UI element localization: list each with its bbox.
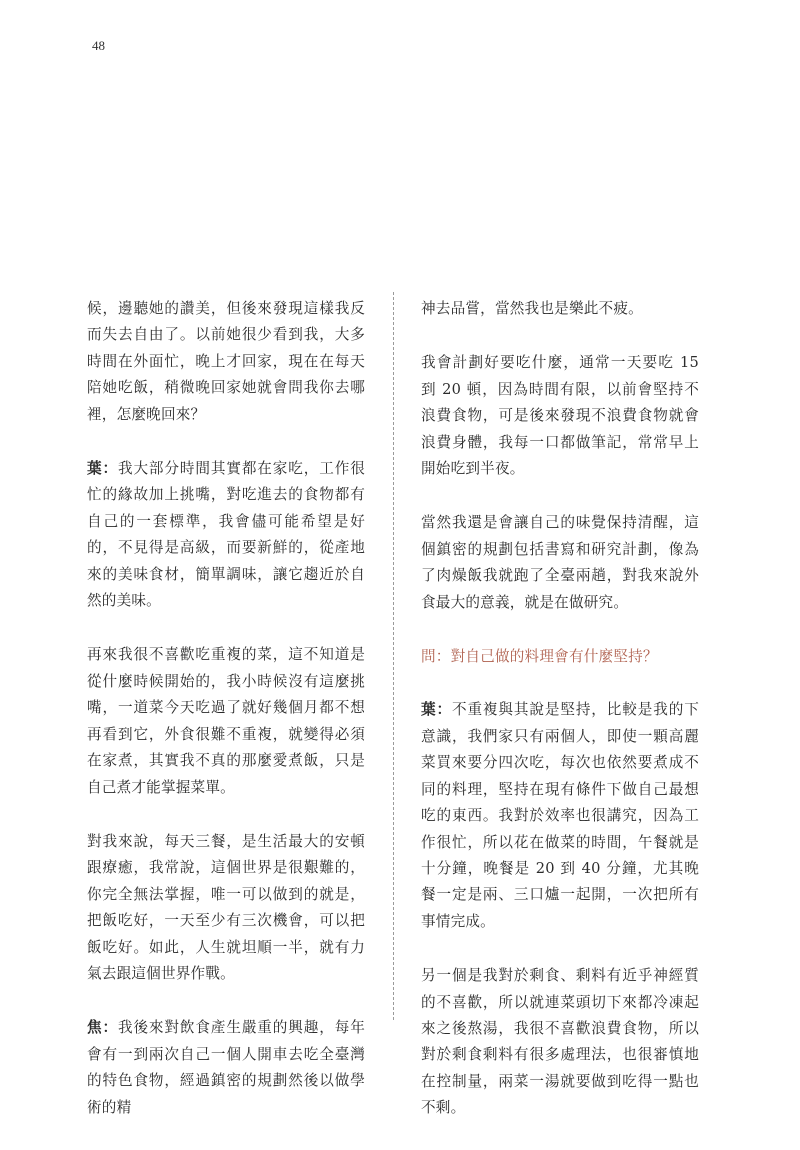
paragraph: 我會計劃好要吃什麼，通常一天要吃 15 到 20 頓，因為時間有限，以前會堅持不浪費食物，可是後來發現不浪費食物就會浪費身體，我每一口都做筆記，常常早上開始吃到半夜。 (421, 354, 699, 478)
paragraph: 對我來說，每天三餐，是生活最大的安頓跟療癒，我常說，這個世界是很艱難的，你完全無法掌握，唯一可以做到的就是，把飯吃好，一天至少有三次機會，可以把飯吃好。如此，人生就坦順一半，就有力氣去跟這個世界作戰。 (87, 832, 365, 982)
paragraph (421, 697, 699, 935)
paragraph-text: 我後來對飲食產生嚴重的興趣，每年會有一到兩次自己一個人開車去吃全臺灣的特色食物，經過鎮密的規劃然後以做學術的精 (87, 1019, 365, 1116)
page-number: 48 (92, 38, 105, 53)
paragraph: 當然我還是會讓自己的味覺保持清醒，這個鎮密的規劃包括書寫和研究計劃，像為了肉燥飯我就跑了全臺兩趟，對我來說外食最大的意義，就是在做研究。 (421, 514, 699, 611)
right-column (421, 296, 699, 1150)
paragraph: 候，邊聽她的讚美，但後來發現這樣我反而失去自由了。以前她很少看到我，大多時間在外面忙，晚上才回家，現在在每天陪她吃飯，稍微晚回家她就會問我你去哪裡，怎麼晚回來？ (87, 300, 365, 423)
paragraph-text: 不重複與其說是堅持，比較是我的下意識，我們家只有兩個人，即使一顆高麗菜買來要分四次吃，每次也依然要煮成不同的料理，堅持在現有條件下做自己最想吃的東西。我對於效率也很講究，因為工作很忙，所以花在做菜的時間，午餐就是十分鐘，晚餐是 20 到 40 分鐘，尤其晚餐一定是兩、三口爐一起開，一次把所有事情完成。 (421, 701, 699, 930)
speaker-label: 焦： (87, 1019, 118, 1037)
paragraph-text: 我大部分時間其實都在家吃，工作很忙的緣故加上挑嘴，對吃進去的食物都有自己的一套標準，我會儘可能希望是好的，不見得是高級，而要新鮮的，從產地來的美味食材，簡單調味，讓它趨近於自然的美味。 (87, 460, 365, 610)
paragraph (87, 1015, 365, 1121)
column-divider (393, 292, 394, 1020)
left-column (87, 296, 365, 1149)
interview-question: 問：對自己做的料理會有什麼堅持？ (421, 648, 658, 666)
paragraph: 另一個是我對於剩食、剩料有近乎神經質的不喜歡，所以就連菜頭切下來都冷凍起來之後熬湯，我很不喜歡浪費食物，所以對於剩食剩料有很多處理法，也很審慎地在控制量，兩菜一湯就要做到吃得一點也不剩。 (421, 967, 699, 1117)
speaker-label: 葉： (421, 701, 452, 719)
paragraph: 神去品嘗，當然我也是樂此不疲。 (421, 300, 643, 317)
speaker-label: 葉： (87, 460, 118, 478)
paragraph: 再來我很不喜歡吃重複的菜，這不知道是從什麼時候開始的，我小時候沒有這麼挑嘴，一道菜今天吃過了就好幾個月都不想再看到它，外食很難不重複，就變得必須在家煮，其實我不真的那麼愛煮飯，只是自己煮才能掌握菜單。 (87, 646, 365, 796)
paragraph (87, 456, 365, 614)
